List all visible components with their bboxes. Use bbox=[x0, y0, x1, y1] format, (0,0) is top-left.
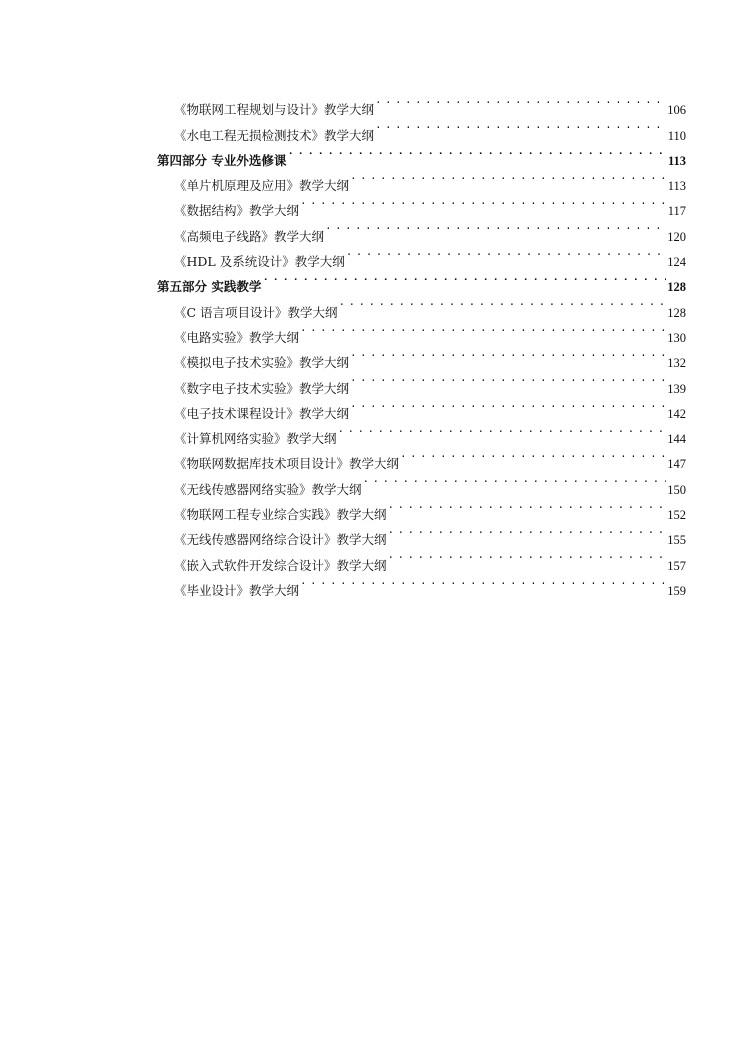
toc-entry-title: 《嵌入式软件开发综合设计》教学大纲 bbox=[174, 557, 387, 573]
toc-dot-leader bbox=[363, 468, 667, 493]
toc-dot-leader bbox=[400, 443, 666, 468]
toc-dot-leader bbox=[262, 266, 666, 291]
toc-dot-leader bbox=[300, 190, 667, 215]
toc-entry-page: 155 bbox=[667, 533, 686, 548]
toc-entry-title: 《无线传感器网络实验》教学大纲 bbox=[174, 481, 362, 497]
toc-entry-title: 《物联网工程专业综合实践》教学大纲 bbox=[174, 507, 387, 523]
toc-entry-page: 150 bbox=[667, 482, 686, 497]
toc-entry-page: 159 bbox=[667, 583, 686, 598]
toc-entry-page: 139 bbox=[667, 381, 686, 396]
toc-entry-title: 《高频电子线路》教学大纲 bbox=[174, 228, 325, 244]
toc-entry-page: 124 bbox=[667, 255, 686, 270]
toc-entry-title: 《毕业设计》教学大纲 bbox=[174, 582, 300, 598]
toc-entry-page: 110 bbox=[667, 128, 686, 143]
toc-dot-leader bbox=[388, 519, 667, 544]
toc-entry-page: 113 bbox=[667, 179, 686, 194]
toc-entry-title: 《物联网数据库技术项目设计》教学大纲 bbox=[174, 456, 400, 472]
toc-dot-leader bbox=[350, 165, 667, 190]
toc-entry-title: 《模拟电子技术实验》教学大纲 bbox=[174, 355, 350, 371]
toc-entry-page: 142 bbox=[667, 406, 686, 421]
toc-dot-leader bbox=[350, 367, 666, 392]
toc-dot-leader bbox=[339, 291, 667, 316]
toc-entry-page: 147 bbox=[667, 457, 686, 472]
toc-entry-page: 130 bbox=[667, 330, 686, 345]
toc-entry-title: 《计算机网络实验》教学大纲 bbox=[174, 431, 337, 447]
toc-entry-title: 《C 语言项目设计》教学大纲 bbox=[174, 304, 338, 320]
toc-dot-leader bbox=[346, 241, 667, 266]
table-of-contents bbox=[157, 89, 686, 598]
toc-dot-leader bbox=[388, 544, 667, 569]
toc-entry-page: 157 bbox=[667, 558, 686, 573]
toc-entry-title: 《HDL 及系统设计》教学大纲 bbox=[174, 254, 345, 270]
toc-entry-page: 117 bbox=[667, 204, 686, 219]
toc-dot-leader bbox=[375, 89, 666, 114]
toc-entry-page: 128 bbox=[667, 305, 686, 320]
toc-entry[interactable] bbox=[157, 89, 686, 118]
toc-dot-leader bbox=[287, 140, 667, 165]
toc-entry-title: 《物联网工程规划与设计》教学大纲 bbox=[174, 102, 375, 118]
toc-entry-title: 第五部分 实践教学 bbox=[157, 279, 262, 295]
toc-dot-leader bbox=[300, 570, 666, 595]
toc-dot-leader bbox=[325, 215, 666, 240]
toc-entry-page: 152 bbox=[667, 508, 686, 523]
toc-entry-title: 《数字电子技术实验》教学大纲 bbox=[174, 380, 350, 396]
toc-dot-leader bbox=[338, 418, 667, 443]
toc-entry-title: 《数据结构》教学大纲 bbox=[174, 203, 300, 219]
toc-dot-leader bbox=[375, 114, 667, 139]
toc-dot-leader bbox=[388, 494, 667, 519]
toc-entry-title: 《水电工程无损检测技术》教学大纲 bbox=[174, 127, 375, 143]
toc-entry-page: 120 bbox=[667, 229, 686, 244]
toc-entry-page: 128 bbox=[667, 280, 686, 295]
toc-entry-page: 132 bbox=[667, 356, 686, 371]
toc-entry-title: 《电子技术课程设计》教学大纲 bbox=[174, 405, 350, 421]
toc-entry-page: 144 bbox=[667, 432, 686, 447]
toc-dot-leader bbox=[300, 317, 666, 342]
toc-entry-title: 第四部分 专业外选修课 bbox=[157, 152, 287, 168]
toc-entry-page: 106 bbox=[667, 103, 686, 118]
toc-entry-page: 113 bbox=[667, 153, 686, 168]
toc-dot-leader bbox=[350, 393, 666, 418]
toc-entry-title: 《单片机原理及应用》教学大纲 bbox=[174, 178, 350, 194]
toc-entry-title: 《无线传感器网络综合设计》教学大纲 bbox=[174, 532, 387, 548]
toc-dot-leader bbox=[350, 342, 666, 367]
toc-entry-title: 《电路实验》教学大纲 bbox=[174, 329, 300, 345]
